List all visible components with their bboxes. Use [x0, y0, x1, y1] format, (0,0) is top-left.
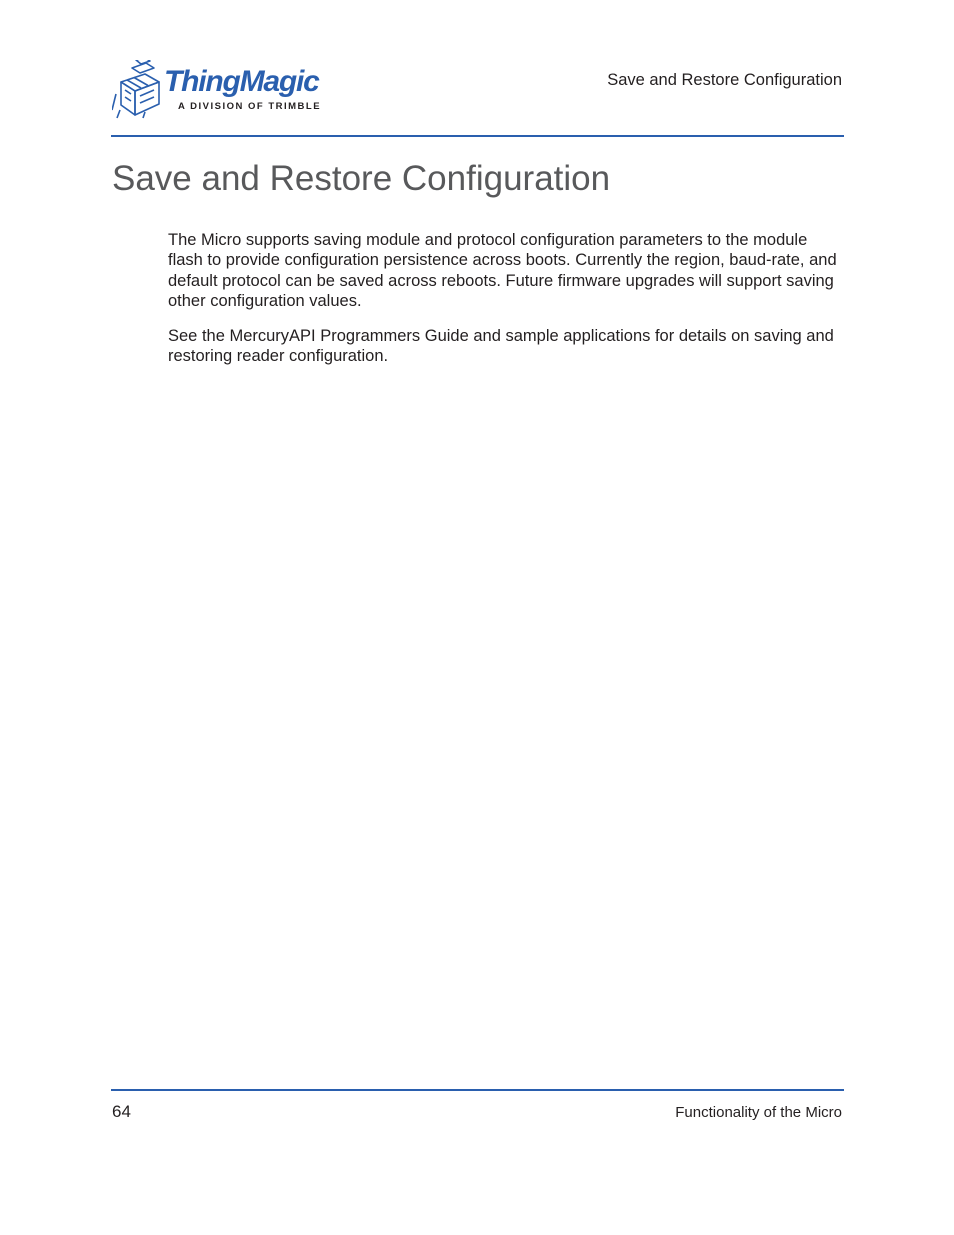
- thingmagic-cube-icon: [112, 60, 164, 120]
- page-title: Save and Restore Configuration: [112, 159, 611, 198]
- body-paragraph: See the MercuryAPI Programmers Guide and sample applications for details on saving and restoring reader configuration.: [168, 327, 834, 366]
- logo-wordmark: ThingMagic: [164, 65, 319, 98]
- logo-tagline: A DIVISION OF TRIMBLE: [178, 101, 322, 112]
- body-paragraph: The Micro supports saving module and protocol configuration parameters to the module flash to provide configuration persistence across boots. Currently the region, baud-rate, and default protocol can be saved across reboots. Future firmware upgrades will support saving other configuration values.: [168, 231, 837, 310]
- header-divider: [111, 135, 844, 137]
- thingmagic-logo: [112, 60, 327, 120]
- page-header: [112, 60, 844, 138]
- footer-divider: [111, 1089, 844, 1091]
- page-number: 64: [112, 1102, 131, 1121]
- footer-chapter-title: Functionality of the Micro: [675, 1104, 842, 1121]
- body-content: [168, 230, 844, 382]
- running-header-title: Save and Restore Configuration: [607, 71, 842, 89]
